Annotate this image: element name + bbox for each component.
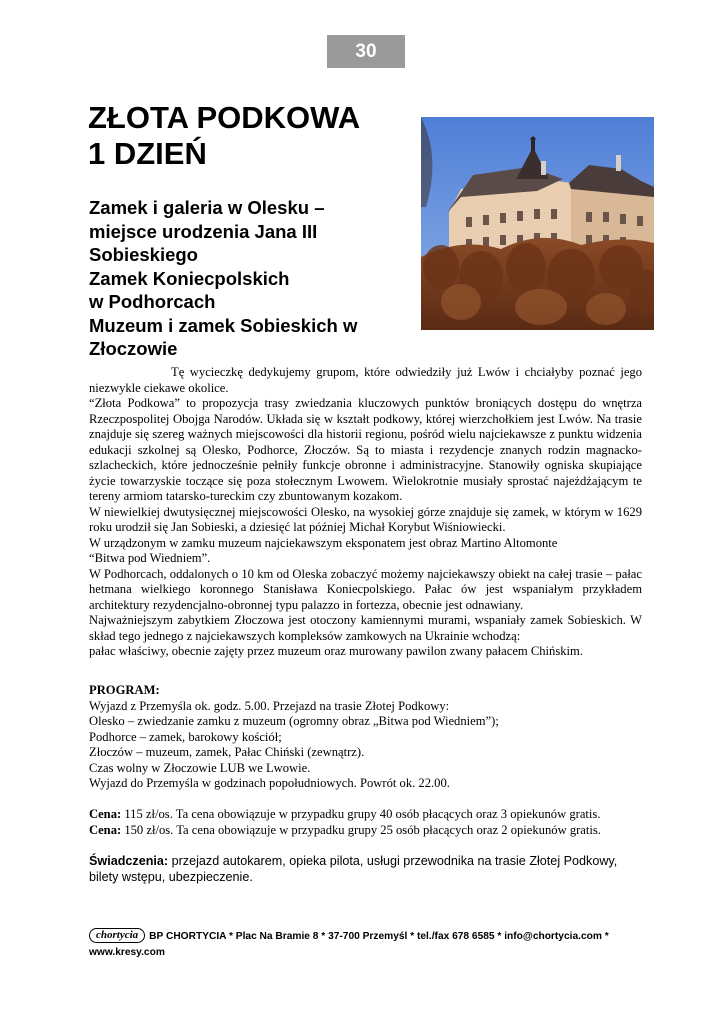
price-text: 115 zł/os. Ta cena obowiązuje w przypadku grupy 40 osób płacących oraz 3 opiekunów gratis. (121, 807, 601, 821)
subtitle-line: miejsce urodzenia Jana III (89, 220, 318, 242)
program-line: Olesko – zwiedzanie zamku z muzeum (ogromny obraz „Bitwa pod Wiedniem”); (89, 714, 499, 728)
subtitle-line: Zamek i galeria w Olesku – (89, 197, 325, 218)
prices-section (89, 807, 649, 838)
price-label: Cena: (89, 822, 122, 837)
price-label: Cena: (89, 807, 122, 821)
price-text: 150 zł/os. Ta cena obowiązuje w przypadku grupy 25 osób płacących oraz 2 opiekunów gratis. (121, 822, 601, 837)
paragraph: “Bitwa pod Wiedniem”. (89, 551, 211, 565)
program-line: Wyjazd do Przemyśla w godzinach popołudniowych. Powrót ok. 22.00. (89, 776, 450, 790)
paragraph: W Podhorcach, oddalonych o 10 km od Oleska zobaczyć możemy najciekawszy obiekt na całej trasie – pałac hetmana wielkiego koronnego Stanisława Koniecpolskiego. Pałac ów jest wspaniałym przykładem architektury rezydencjalno-obronnej typu palazzo in fortezza, obecnie jest odnawiany. (89, 566, 642, 612)
program-line: Wyjazd z Przemyśla ok. godz. 5.00. Przejazd na trasie Złotej Podkowy: (89, 698, 450, 713)
program-line: Złoczów – muzeum, zamek, Pałac Chiński (zewnątrz). (89, 745, 365, 759)
castle-on-hill-photo (421, 117, 654, 330)
subtitle-line: Złoczowie (89, 338, 178, 359)
paragraph: “Złota Podkowa” to propozycja trasy zwiedzania kluczowych punktów broniących dostępu do wnętrza Rzeczpospolitej Obojga Narodów. Układa się w kształt podkowy, której wierzchołkiem jest Lwów. Na trasie znajduje się szereg ważnych miejscowości dla historii regionu, pośród wielu najciekawsze z punktu widzenia edukacji szkolnej są Olesko, Podhorce, Złoczów. Są to miasta i rezydencje znanych rodzin magnacko-szlacheckich, które jednocześnie pełniły funkcje obronne i administracyjne. Stanowiły ogniska skupiające życie towarzyskie toczące się poza stołecznym Lwowem. Wielokrotnie musiały sprostać najeżdżającym te tereny armiom tatarsko-tureckim czy zbuntowanym kozakom. (89, 396, 642, 503)
page-number: 30 (327, 35, 405, 68)
subtitle-line: Sobieskiego (89, 244, 198, 265)
title-line: 1 DZIEŃ (88, 136, 207, 171)
footer (89, 928, 649, 961)
paragraph: W niewielkiej dwutysięcznej miejscowości Olesko, na wysokiej górze znajduje się zamek, w którym w 1629 roku urodził się Jan Sobieski, a dziesięć lat później Michał Korybut Wiśniowiecki. (89, 504, 642, 534)
description (89, 365, 642, 660)
program-heading: PROGRAM: (89, 683, 160, 697)
title-line: ZŁOTA PODKOWA (88, 100, 361, 135)
program-line: Podhorce – zamek, barokowy kościół; (89, 729, 282, 744)
page-title (88, 100, 408, 172)
paragraph: pałac właściwy, obecnie zajęty przez muzeum oraz murowany pawilon zwany pałacem Chińskim. (89, 644, 583, 658)
paragraph: W urządzonym w zamku muzeum najciekawszym eksponatem jest obraz Martino Altomonte (89, 535, 558, 550)
program-line: Czas wolny w Złoczowie LUB we Lwowie. (89, 760, 311, 775)
subtitle (89, 196, 389, 361)
footer-contact: BP CHORTYCIA * Plac Na Bramie 8 * 37-700 Przemyśl * tel./fax 678 6585 * info@chortycia.com * www.kresy.com (89, 931, 609, 958)
chortycia-logo: chortycia (89, 928, 145, 943)
price-line (89, 823, 649, 839)
paragraph: Tę wycieczkę dedykujemy grupom, które odwiedziły już Lwów i chciałyby poznać jego niezwykle ciekawe okolice. (89, 365, 642, 395)
subtitle-line: Zamek Koniecpolskich (89, 267, 290, 289)
services-line (89, 854, 649, 885)
services-section (89, 854, 649, 885)
services-text: przejazd autokarem, opieka pilota, usługi przewodnika na trasie Złotej Podkowy, bilety wstępu, ubezpieczenie. (89, 854, 618, 884)
program-section (89, 683, 649, 792)
services-label: Świadczenia: (89, 854, 169, 868)
paragraph: Najważniejszym zabytkiem Złoczowa jest otoczony kamiennymi murami, wspaniały zamek Sobieskich. W skład tego jednego z najciekawszych kompleksów zamkowych na Ukrainie wchodzą: (89, 613, 642, 643)
price-line (89, 807, 649, 823)
subtitle-line: w Podhorcach (89, 291, 216, 312)
subtitle-line: Muzeum i zamek Sobieskich w (89, 314, 358, 336)
